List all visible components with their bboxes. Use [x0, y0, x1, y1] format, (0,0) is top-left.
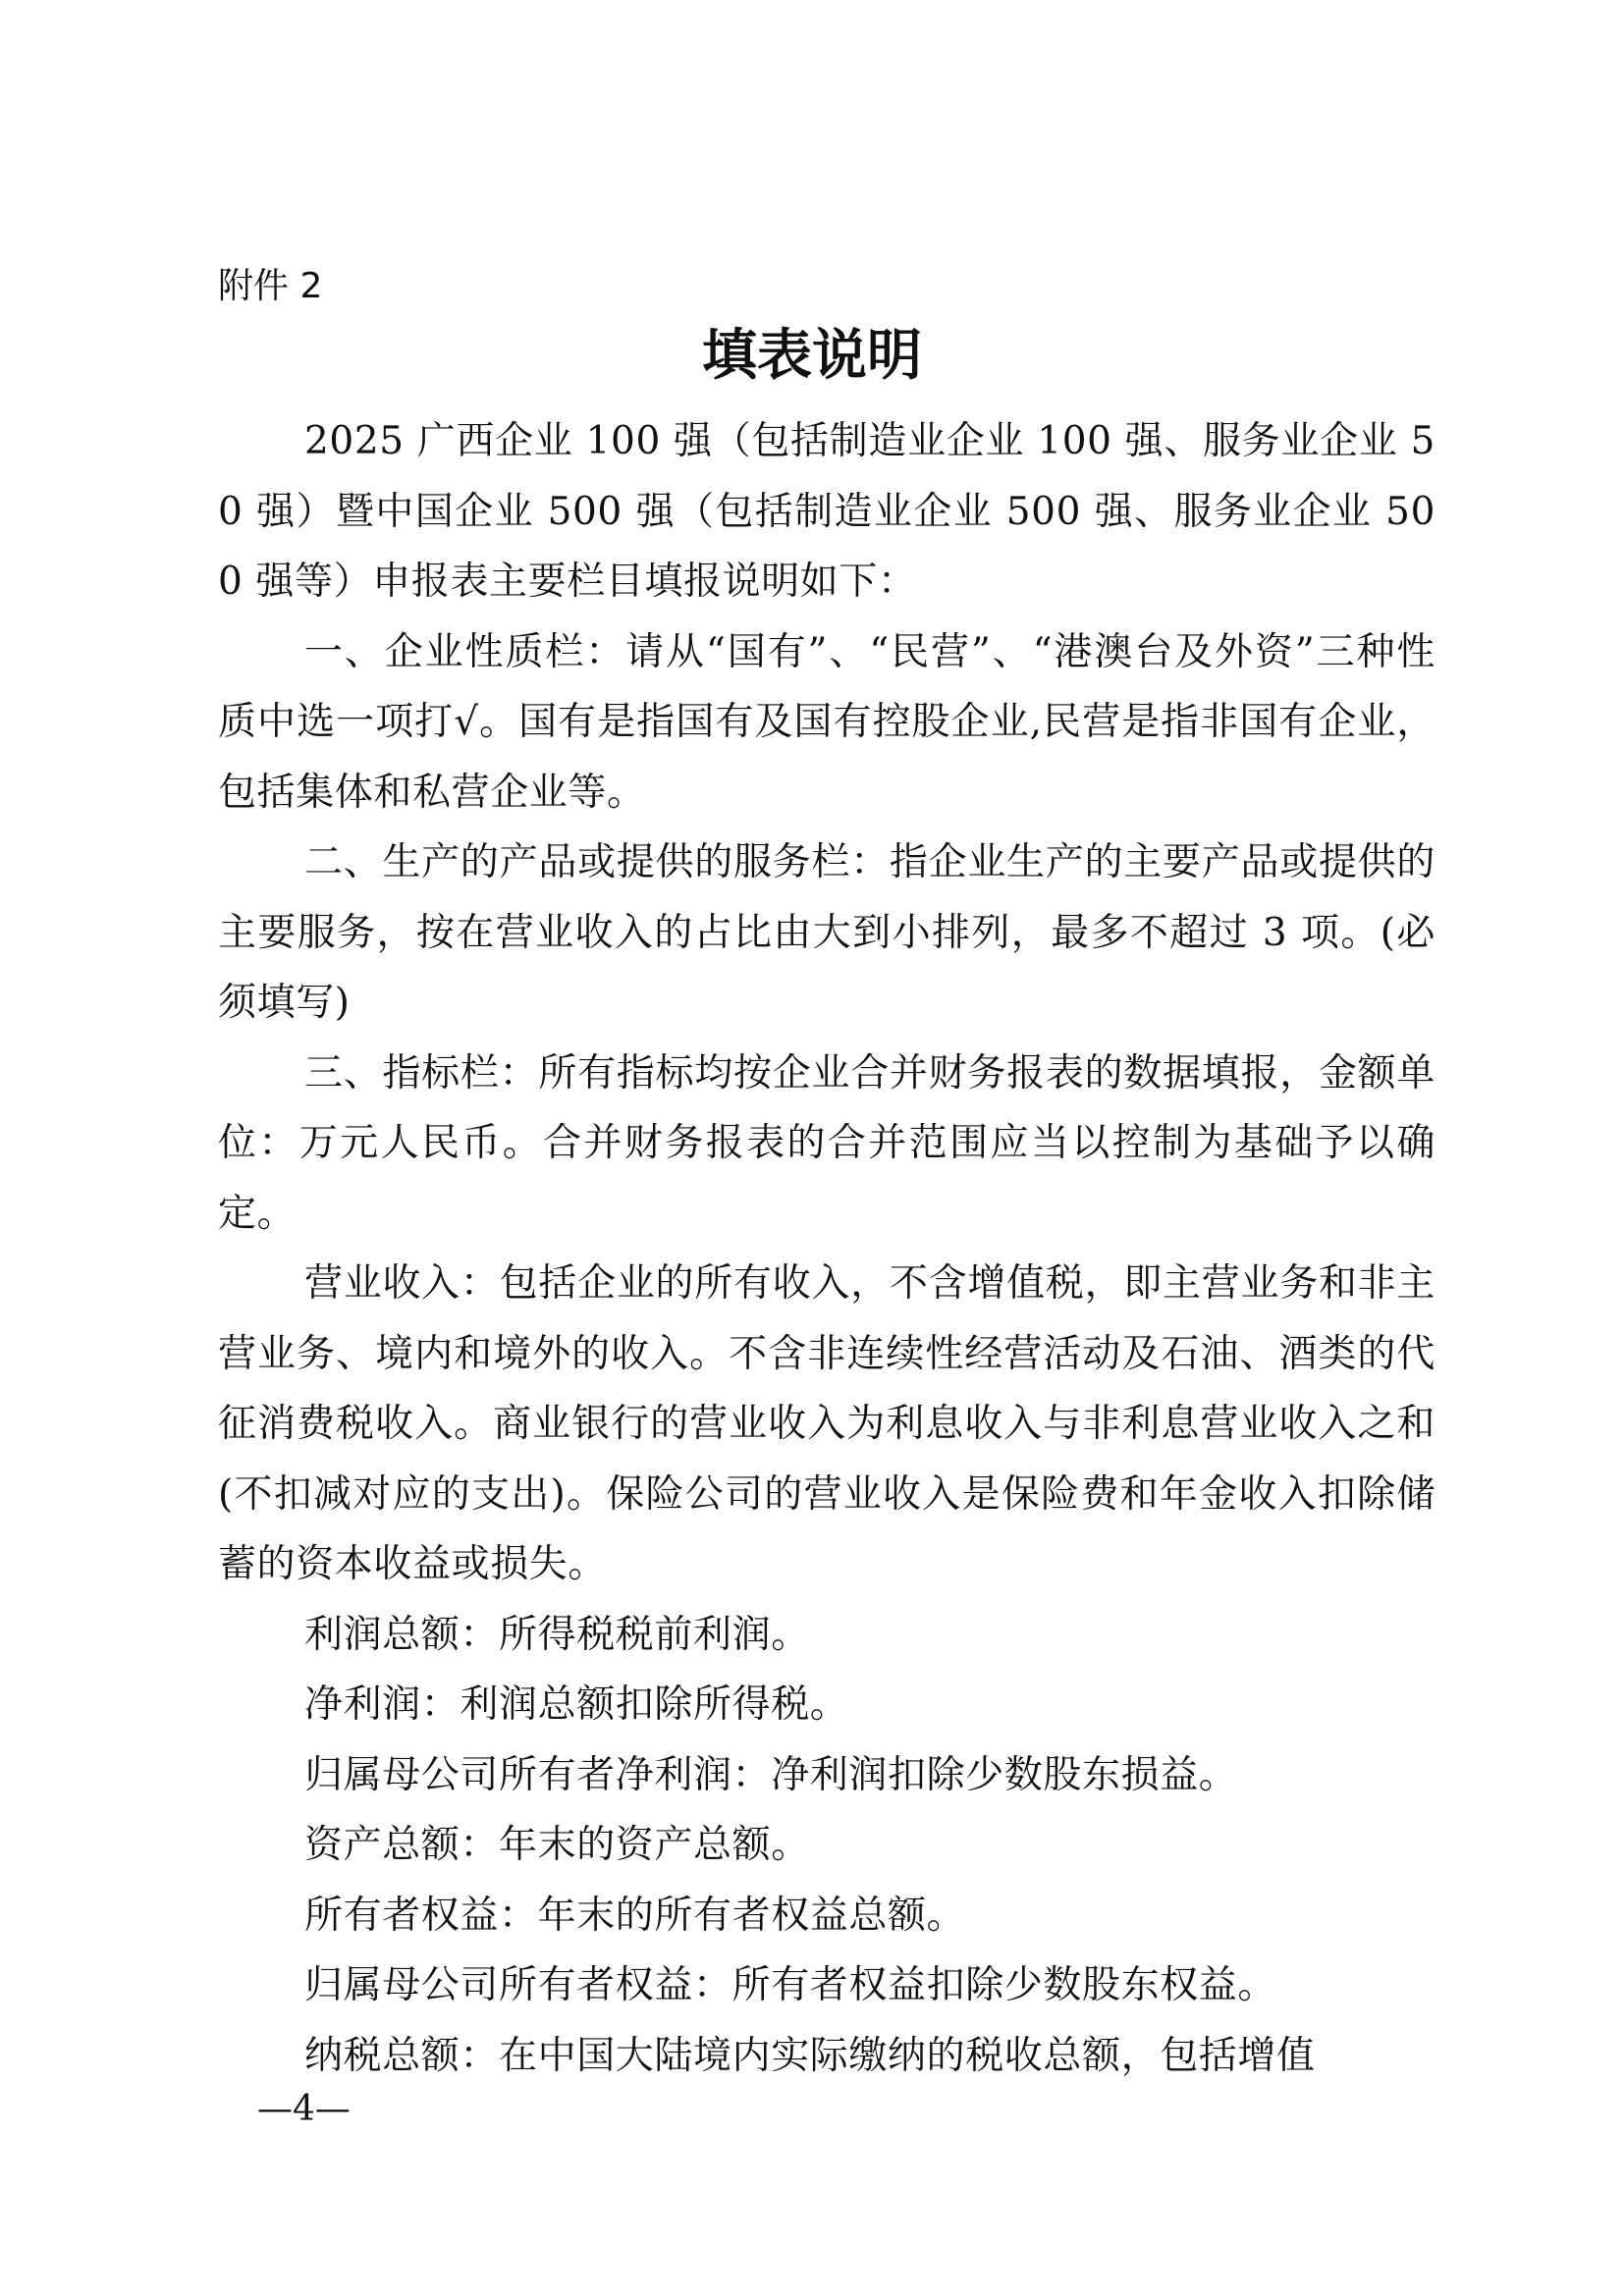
paragraph-parent-owners-equity: 归属母公司所有者权益：所有者权益扣除少数股东权益。	[304, 1963, 1277, 2007]
document-body	[218, 406, 1435, 2091]
paragraph-total-tax: 纳税总额：在中国大陆境内实际缴纳的税收总额，包括增值	[304, 2033, 1316, 2078]
paragraph-indicators: 三、指标栏：所有指标均按企业合并财务报表的数据填报，金额单位：万元人民币。合并财务报表的合并范围应当以控制为基础予以确定。	[218, 1050, 1435, 1236]
paragraph-total-assets: 资产总额：年末的资产总额。	[304, 1823, 810, 1867]
paragraph-net-profit: 净利润：利润总额扣除所得税。	[304, 1682, 849, 1727]
paragraph-owners-equity: 所有者权益：年末的所有者权益总额。	[304, 1893, 966, 1938]
paragraph-enterprise-nature: 一、企业性质栏：请从“国有”、“民营”、“港澳台及外资”三种性质中选一项打√。国有是指国有及国有控股企业,民营是指非国有企业，包括集体和私营企业等。	[218, 629, 1435, 815]
paragraph-intro: 2025 广西企业 100 强（包括制造业企业 100 强、服务业企业 50 强）暨中国企业 500 强（包括制造业企业 500 强、服务业企业 500 强等）申报表主要栏目填报说明如下：	[218, 419, 1435, 604]
paragraph-operating-revenue: 营业收入：包括企业的所有收入，不含增值税，即主营业务和非主营业务、境内和境外的收入。不含非连续性经营活动及石油、酒类的代征消费税收入。商业银行的营业收入为利息收入与非利息营业收入之和(不扣减对应的支出)。保险公司的营业收入是保险费和年金收入扣除储蓄的资本收益或损失。	[218, 1261, 1435, 1586]
document-title: 填表说明	[702, 324, 922, 388]
paragraph-total-profit: 利润总额：所得税税前利润。	[304, 1612, 810, 1657]
paragraph-parent-net-profit: 归属母公司所有者净利润：净利润扣除少数股东损益。	[304, 1752, 1238, 1797]
page-number: —4—	[257, 2089, 351, 2129]
attachment-label: 附件 2	[218, 266, 323, 306]
paragraph-products-services: 二、生产的产品或提供的服务栏：指企业生产的主要产品或提供的主要服务，按在营业收入的占比由大到小排列，最多不超过 3 项。(必须填写)	[218, 840, 1435, 1025]
